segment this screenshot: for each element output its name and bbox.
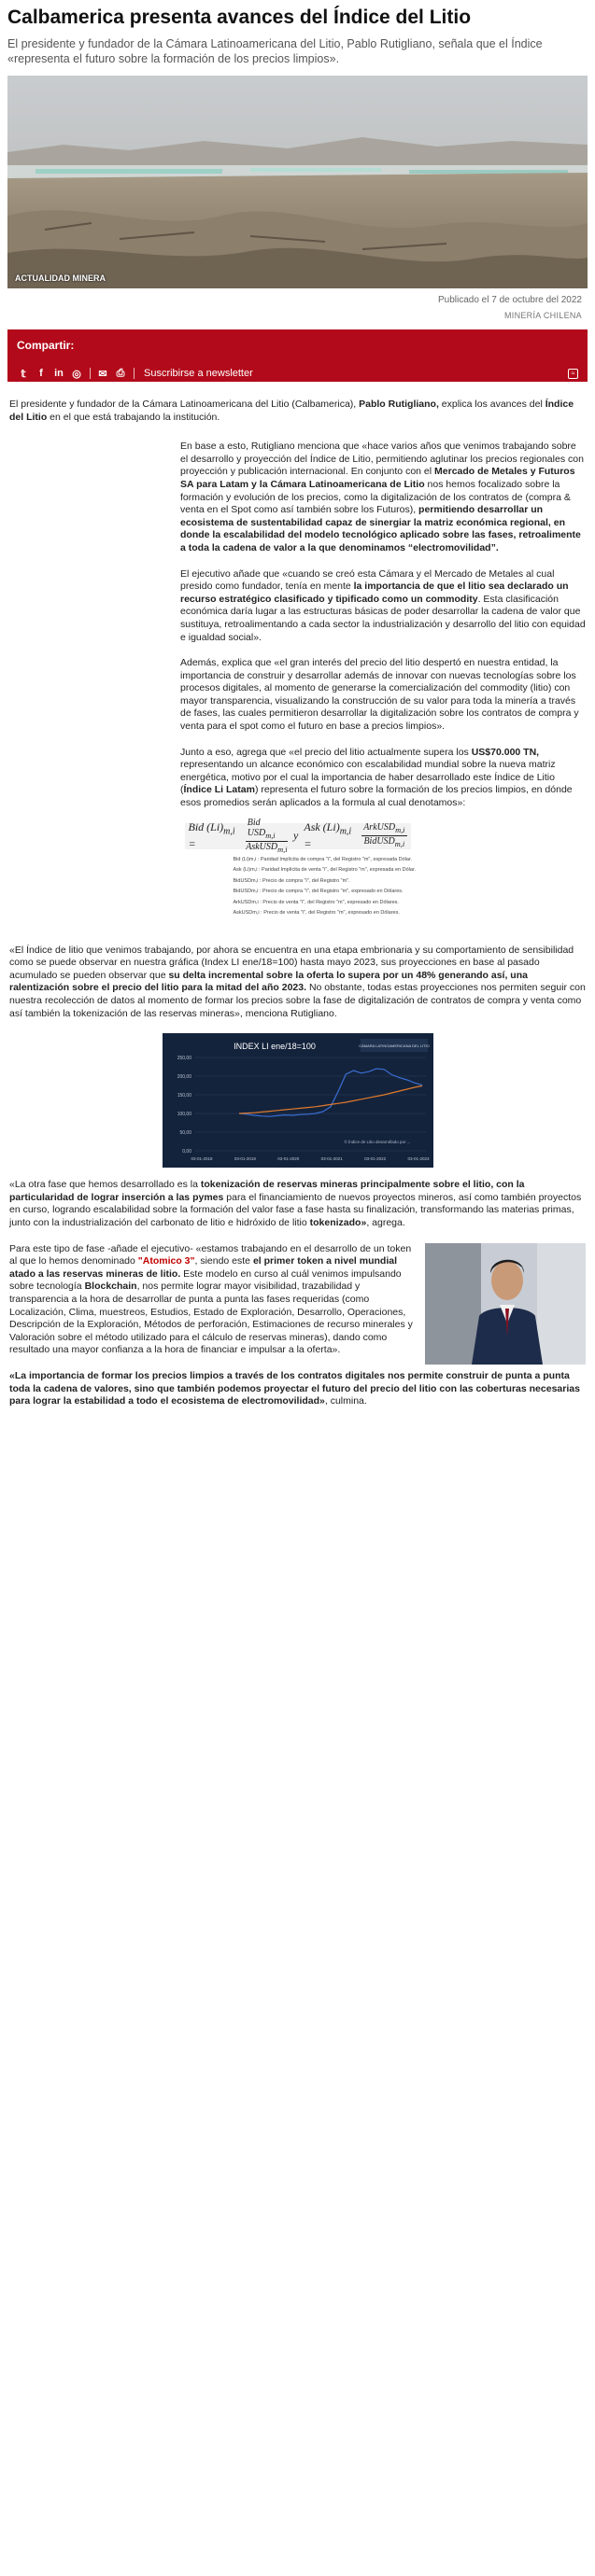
share-divider — [90, 368, 91, 379]
chart-background — [163, 1033, 433, 1168]
formula-bid-fraction: $\frac{Bid USD_{m,i}}{AskUSD_{m,i}}$ — [246, 817, 288, 854]
formula-ask-fraction: $\frac{ArkUSD_{m,i}}{BidUSD_{m,i}}$ — [363, 822, 405, 849]
paragraph: Además, explica que «el gran interés del precio del litio despertó en nuestra entidad, la importancia de construir y desarrollar además de innovar con nuevas tecnologías sobre los procesos digitales, al momento de generarse la comercialización del commodity (litio) con mayor transparencia, visualizando la construcción de su valor para toda la minería a través de fases, las cuales permitieron desarrollar la digitalización sobre los contratos de compra y venta para el spot como el futuro en base a precios limpios». — [180, 657, 579, 733]
linkedin-icon[interactable]: in — [54, 368, 64, 379]
image-caption: ACTUALIDAD MINERA — [15, 273, 106, 283]
share-bar — [7, 329, 588, 382]
index-formula — [185, 817, 417, 926]
paragraph: El presidente y fundador de la Cámara Latinoamericana del Litio (Calbamerica), Pablo Rutigliano, explica los avances del Índice del Litio en el que está trabajando la institución. — [9, 399, 574, 423]
chart-xtick-label: 03-01-2021 — [320, 1156, 343, 1162]
formula-and: y — [293, 828, 299, 842]
chart-xtick-label: 03-01-2019 — [234, 1156, 256, 1162]
paragraph: «La importancia de formar los precios limpios a través de los contratos digitales nos permite construir de punta a punta toda la cadena de valores, sino que también podemos proyectar el futuro del precio del litio con las coberturas necesarias para lograr la estabilidad a todo el ecosistema de electromovilidad», culmina. — [9, 1369, 580, 1407]
paragraph: El ejecutivo añade que «cuando se creó esta Cámara y el Mercado de Metales al cual presido como fundador, tenía en mente la importancia de que el litio sea declarado un recurso estratégico clasificado y tipificado como un commodity. Esta clasificación económica daría lugar a las estructuras básicas de poder desarrollar la cadena de valor que sustituya, retroalimentando a cada sector la industrialización y desarrollo del litio con equidad e igualdad social». — [180, 567, 586, 643]
index-chart-svg — [163, 1033, 433, 1168]
rss-icon[interactable]: ≈ — [568, 369, 578, 379]
whatsapp-icon[interactable]: ◎ — [72, 368, 81, 380]
chart-xtick-label: 03-01-2022 — [363, 1156, 386, 1162]
chart-ytick-label: 100,00 — [177, 1112, 191, 1118]
chart-ytick-label: 250,00 — [177, 1056, 191, 1062]
paragraph: Junto a eso, agrega que «el precio del litio actualmente supera los US$70.000 TN, representando un alcance económico con escalabilidad mundial sobre la nueva matriz energética, motivo por el cual la importancia de haber desarrollado este Índice de Litio (Índice Li Latam) representa el futuro sobre la formación de los precios limpios, en dónde esos promedios serán aplicados a la formula al cual denotamos»: — [180, 746, 573, 809]
chart-ytick-label: 0,00 — [181, 1149, 191, 1155]
formula-ask-lhs: Ask $(Li)_{m,i}$ = — [304, 819, 352, 850]
chart-xtick-label: 03-01-2018 — [190, 1156, 213, 1162]
article-title: Calbamerica presenta avances del Índice del Litio — [7, 7, 472, 28]
share-divider — [134, 368, 135, 379]
chart-ytick-label: 200,00 — [177, 1074, 191, 1081]
legend-line: BidUSDm,i : Precio de compra "i", del Registro "m", expresado en Dólares. — [233, 889, 404, 895]
chart-watermark: © Índice de Litio desarrollado por ... — [343, 1140, 411, 1145]
share-buttons — [17, 366, 578, 381]
paragraph: «El Índice de litio que venimos trabajando, por ahora se encuentra en una etapa embrionaria y su comportamiento de sensibilidad como se puede observar en nuestra gráfica (Index LI ene/18=100) hasta mayo 2023, sus proyecciones en base al pasado acumulado se pueden observar que su delta incremental sobre la oferta lo supera por un 48% generando así, una ralentización sobre el precio del litio para la mitad del año 2023. No obstante, todas estas proyecciones nos permiten seguir con nuestra recolección de datos al momento de formar los precios sobre la fase de digitalización de contratos de compra y venta como así también la tokenización de las reservas mineras», menciona Rutigliano. — [9, 944, 586, 1019]
formula-legend — [185, 855, 417, 919]
article-subtitle: El presidente y fundador de la Cámara Latinoamericana del Litio, Pablo Rutigliano, señala que el Índice «representa el futuro sobre la formación de los precios limpios». — [7, 37, 543, 65]
index-chart — [163, 1033, 433, 1168]
facebook-icon[interactable]: f — [39, 368, 43, 379]
paragraph: Para este tipo de fase -añade el ejecutivo- «estamos trabajando en el desarrollo de un token al que lo hemos denominado "Atomico 3", siendo este el primer token a nivel mundial atado a las reservas mineras de litio. Este modelo en curso al cuál venimos impulsando sobre tecnología Blockchain, nos permite lograr mayor visibilidad, trazabilidad y transparencia a la hora de desarrollar de punta a punta las fases requeridas (como Localización, Clima, muestreos, Estudios, Estado de Exploración, Desarrollo, Operaciones, Descripción de la Exploración, Métodos de perforación, Estimaciones de recurso minerales y Valoración sobre el método utilizado para el cálculo de reservas mineras), dando como resultado una mayor confianza a la hora de financiar e impulsar a la oferta». — [9, 1242, 413, 1356]
legend-line: Bid (Li)m,i : Paridad Implícita de compra "i", del Registro "m", expresada Dólar. — [233, 856, 413, 862]
formula-bid-lhs: Bid $(Li)_{m,i}$ = — [188, 819, 235, 850]
chart-title: INDEX LI ene/18=100 — [233, 1042, 316, 1052]
email-icon[interactable]: ✉ — [98, 368, 107, 380]
twitter-icon[interactable]: 𝕥 — [21, 368, 26, 380]
paragraph: En base a esto, Rutigliano menciona que «hace varios años que venimos trabajando sobre el desarrollo y proyección del Índice de Litio, permitiendo aglutinar los precios regionales con proyección y publicación internacional. En conjunto con el Mercado de Metales y Futuros SA para Latam y la Cámara Latinoamericana de Litio nos hemos focalizado sobre la formación y evolución de los precios, como la digitalización de los contratos de (compra & venta en el Spot como así también sobre los Futuros), permitiendo desarrollar un ecosistema de sustentabilidad capaz de sinergiar la matriz económica regional, en donde la escalabilidad del modelo tecnológico aplicado sobre las fases, retroalimente a toda la cadena de valor a la que denominamos “electromovilidad”. — [180, 441, 584, 553]
legend-line: BidUSDm,i : Precio de compra "i", del Registro "m". — [233, 877, 350, 884]
chart-xtick-label: 03-01-2020 — [276, 1156, 299, 1162]
chart-xtick-label: 03-01-2023 — [406, 1156, 430, 1162]
share-title: Compartir: — [17, 339, 75, 352]
legend-line: Ask (Li)m,i : Paridad Implícita de venta "i", del Registro "m", expresada en Dólar. — [233, 867, 417, 874]
article-body — [9, 399, 586, 1408]
subscribe-newsletter-link[interactable]: Suscribirse a newsletter — [144, 368, 253, 379]
photo-paragraph — [9, 1243, 586, 1370]
article-page — [0, 6, 595, 1449]
legend-line: AskUSDm,i : Precio de venta "i", del Registro "m", expresado en Dólares. — [233, 910, 400, 917]
portrait-illustration — [425, 1243, 586, 1365]
salt-flat-landscape — [7, 76, 588, 288]
hero-image — [7, 76, 588, 288]
legend-line: ArkUSDm,i : Precio de venta "i", del Registro "m", expresado en Dólares. — [233, 899, 399, 905]
chart-ytick-label: 150,00 — [177, 1093, 191, 1099]
publish-date: Publicado el 7 de octubre del 2022 — [437, 295, 582, 305]
paragraph: «La otra fase que hemos desarrollado es la tokenización de reservas mineras principalmente sobre el litio, con la particularidad de lograr inserción a las pymes para el financiamiento de nuevos proyectos mineros, así como también proyectos en curso, logrando escalabilidad sobre la formación del valor fase a fase hasta su finalización, transformando las materias primas, junto con la industrialización del carbonato de litio e hidróxido de litio tokenizado», agrega. — [9, 1179, 582, 1228]
chart-logo-text: CÁMARA LATINOAMERICANA DEL LITIO — [358, 1043, 430, 1049]
source-label: MINERÍA CHILENA — [503, 311, 582, 320]
print-icon[interactable]: ⎙ — [116, 367, 125, 379]
executive-photo — [425, 1243, 586, 1365]
formula-equation — [185, 817, 411, 854]
chart-ytick-label: 50,00 — [178, 1130, 191, 1137]
